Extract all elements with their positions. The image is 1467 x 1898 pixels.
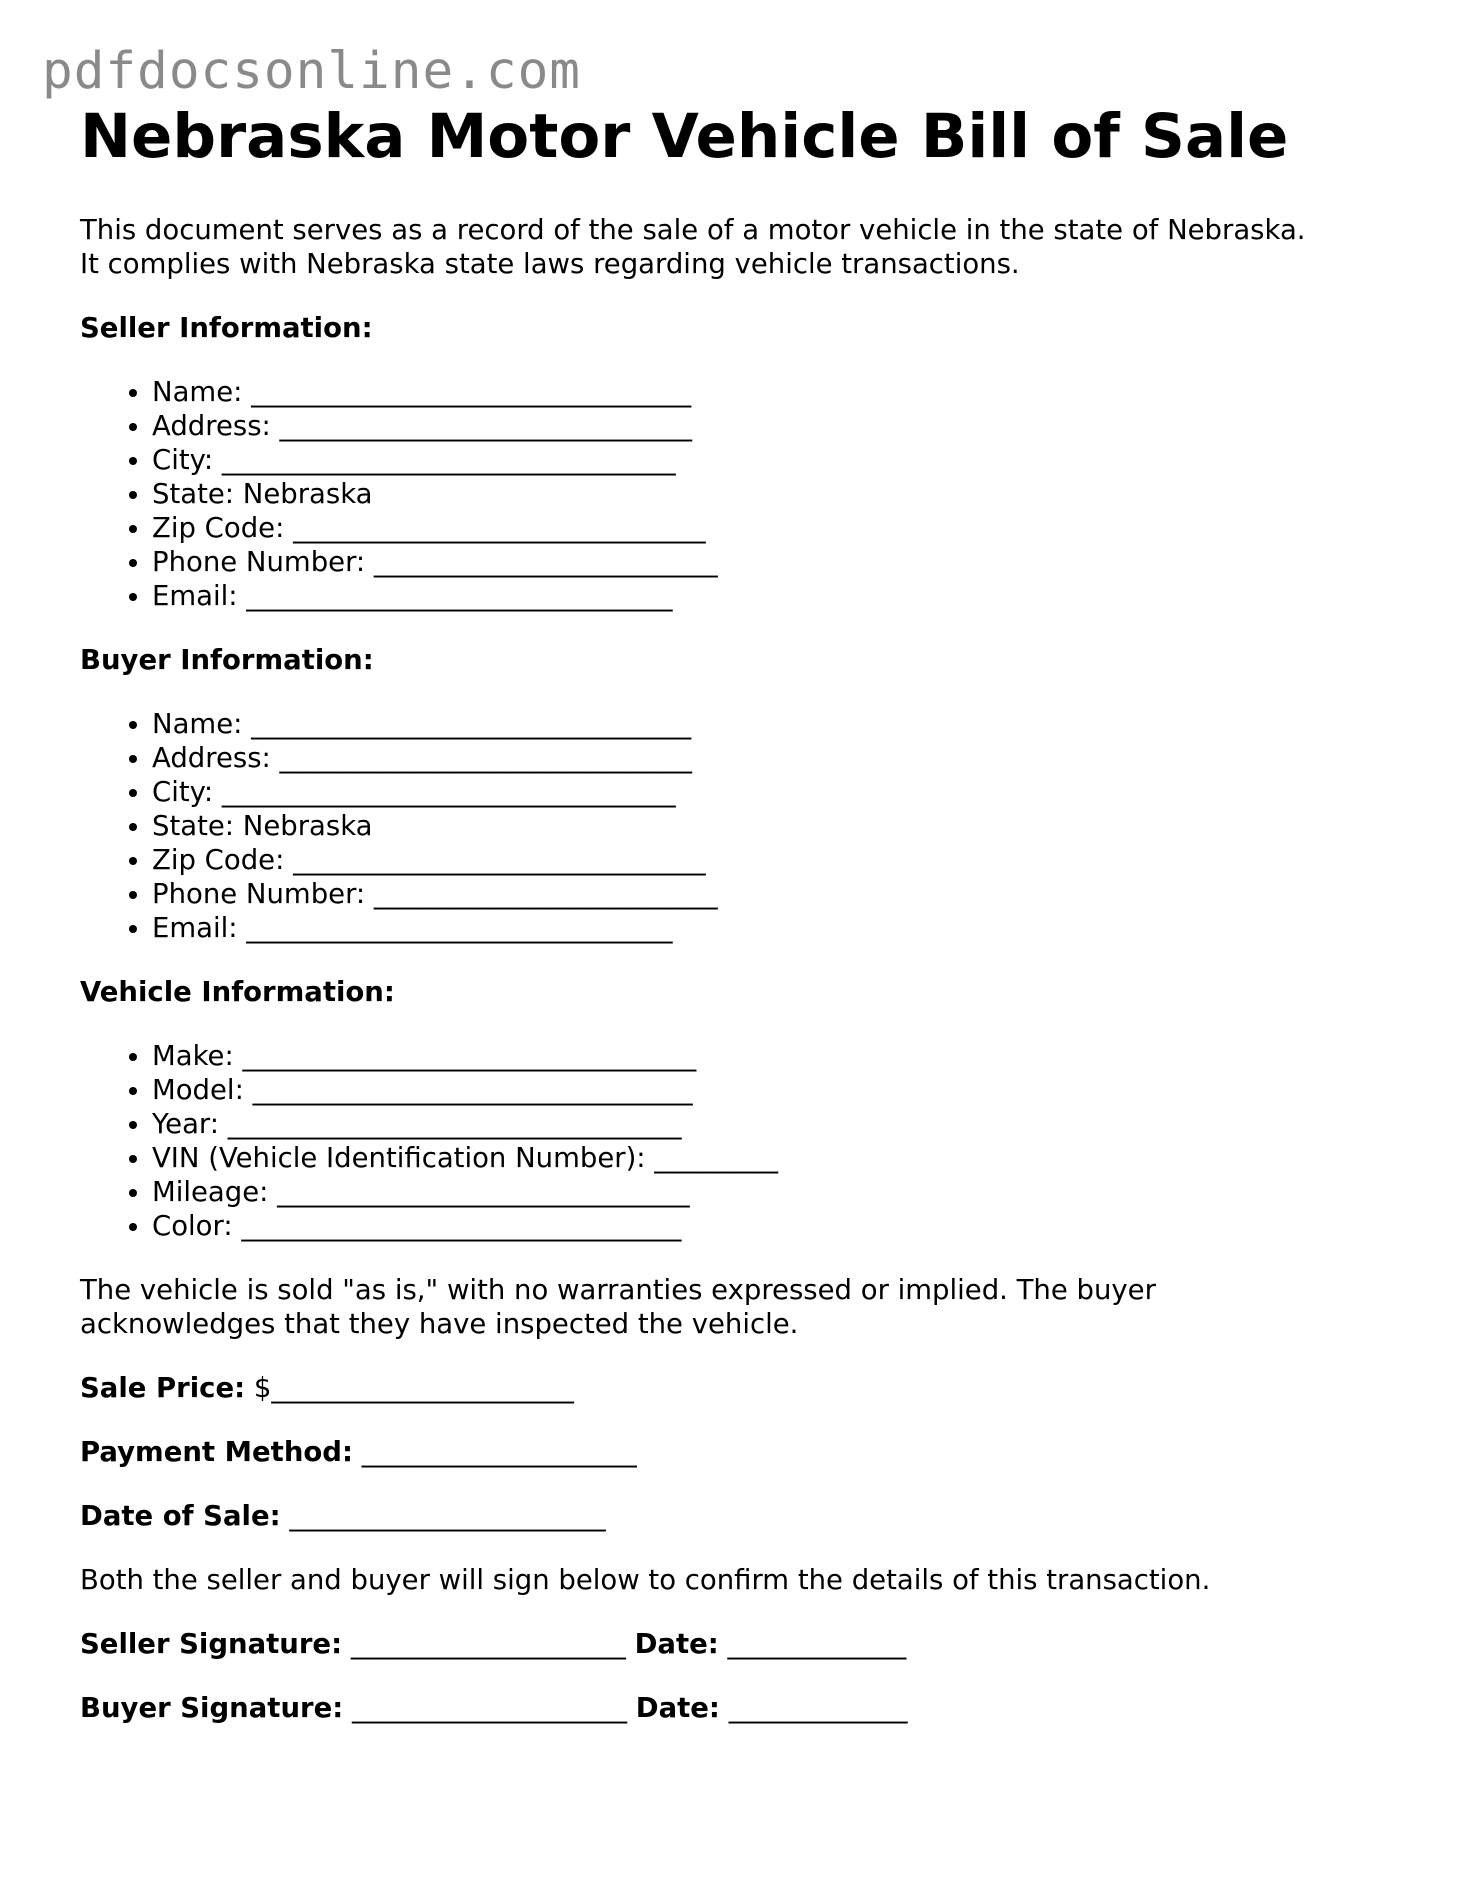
buyer-city-field[interactable]: • City: _________________________________ <box>152 775 1420 809</box>
buyer-date-field[interactable]: _____________ <box>728 1692 908 1725</box>
payment-method-row <box>80 1435 1420 1469</box>
watermark: pdfdocsonline.com <box>42 42 581 101</box>
payment-method-field[interactable]: ____________________ <box>361 1436 637 1469</box>
document-body <box>80 100 1420 1725</box>
buyer-signature-label: Buyer Signature: <box>80 1692 344 1725</box>
sale-price-label: Sale Price: <box>80 1372 246 1405</box>
intro-paragraph <box>80 213 1420 281</box>
seller-zip-field[interactable]: • Zip Code: ______________________________ <box>152 511 1420 545</box>
seller-state-field: • State: Nebraska <box>152 477 1420 511</box>
buyer-signature-field[interactable]: ____________________ <box>352 1692 627 1725</box>
vehicle-make-field[interactable]: • Make: _________________________________ <box>152 1039 1420 1073</box>
buyer-name-field[interactable]: • Name: ________________________________ <box>152 707 1420 741</box>
confirm-text: Both the seller and buyer will sign below to confirm the details of this transaction. <box>80 1564 1211 1597</box>
buyer-state-field: • State: Nebraska <box>152 809 1420 843</box>
vehicle-year-field[interactable]: • Year: _________________________________ <box>152 1107 1420 1141</box>
buyer-heading: Buyer Information: <box>80 644 374 677</box>
seller-phone-field[interactable]: • Phone Number: _________________________ <box>152 545 1420 579</box>
intro-line-2: It complies with Nebraska state laws regarding vehicle transactions. <box>80 248 1020 281</box>
vehicle-vin-field[interactable]: • VIN (Vehicle Identification Number): _________ <box>152 1141 1420 1175</box>
seller-name-field[interactable]: • Name: ________________________________ <box>152 375 1420 409</box>
date-of-sale-field[interactable]: _______________________ <box>289 1500 606 1533</box>
seller-city-field[interactable]: • City: _________________________________ <box>152 443 1420 477</box>
seller-heading: Seller Information: <box>80 312 373 345</box>
buyer-signature-row <box>80 1691 1420 1725</box>
buyer-address-field[interactable]: • Address: ______________________________ <box>152 741 1420 775</box>
as-is-line-1: The vehicle is sold "as is," with no warranties expressed or implied. The buyer <box>80 1274 1156 1307</box>
sale-price-row <box>80 1371 1420 1405</box>
seller-signature-field[interactable]: ____________________ <box>350 1628 626 1661</box>
as-is-line-2: acknowledges that they have inspected the vehicle. <box>80 1308 799 1341</box>
document-title: Nebraska Motor Vehicle Bill of Sale <box>80 101 1289 172</box>
seller-date-field[interactable]: _____________ <box>727 1628 907 1661</box>
buyer-phone-field[interactable]: • Phone Number: _________________________ <box>152 877 1420 911</box>
seller-address-field[interactable]: • Address: ______________________________ <box>152 409 1420 443</box>
seller-signature-label: Seller Signature: <box>80 1628 343 1661</box>
vehicle-color-field[interactable]: • Color: ________________________________ <box>152 1209 1420 1243</box>
buyer-date-label: Date: <box>635 1692 720 1725</box>
vehicle-heading: Vehicle Information: <box>80 976 395 1009</box>
buyer-zip-field[interactable]: • Zip Code: ______________________________ <box>152 843 1420 877</box>
date-of-sale-row <box>80 1499 1420 1533</box>
seller-list <box>80 375 1420 613</box>
buyer-list <box>80 707 1420 945</box>
vehicle-model-field[interactable]: • Model: ________________________________ <box>152 1073 1420 1107</box>
as-is-paragraph <box>80 1273 1420 1341</box>
seller-signature-row <box>80 1627 1420 1661</box>
seller-email-field[interactable]: • Email: _______________________________ <box>152 579 1420 613</box>
vehicle-mileage-field[interactable]: • Mileage: ______________________________ <box>152 1175 1420 1209</box>
sale-price-field[interactable]: $______________________ <box>253 1372 574 1405</box>
buyer-email-field[interactable]: • Email: _______________________________ <box>152 911 1420 945</box>
date-of-sale-label: Date of Sale: <box>80 1500 281 1533</box>
payment-method-label: Payment Method: <box>80 1436 353 1469</box>
seller-date-label: Date: <box>634 1628 719 1661</box>
intro-line-1: This document serves as a record of the sale of a motor vehicle in the state of Nebraska. <box>80 214 1306 247</box>
vehicle-list <box>80 1039 1420 1243</box>
